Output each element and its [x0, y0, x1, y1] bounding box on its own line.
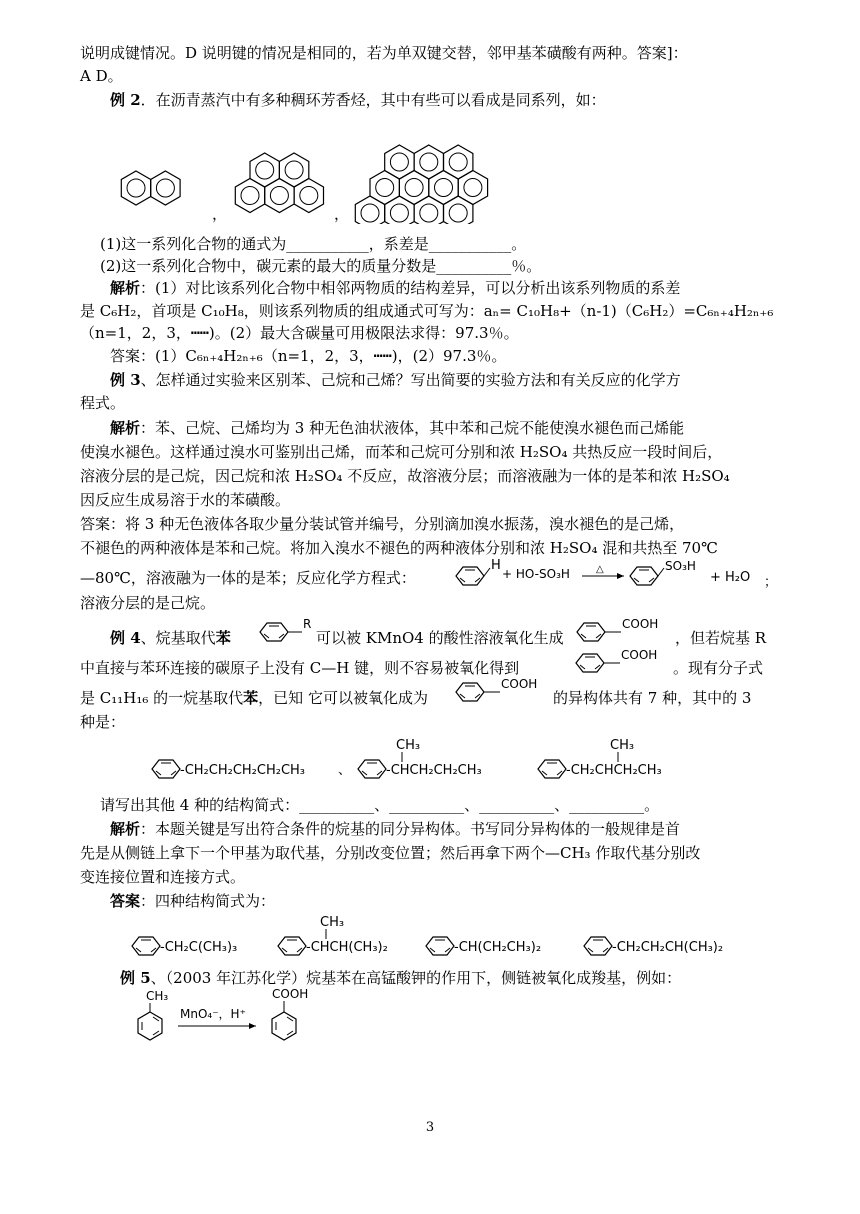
isomer-1: -CH₂CH₂CH₂CH₂CH₃	[180, 763, 306, 778]
text-line: 溶液分层的是己烷，因己烷和浓 H₂SO₄ 不反应，故溶液分层；而溶液融为一体的是苯和浓 H₂SO₄	[80, 467, 730, 485]
text-line: 答案：将 3 种无色液体各取少量分装试管并编号，分别滴加溴水振荡，溴水褪色的是己烯，	[80, 515, 685, 533]
answer-line: 答案：(1）C₆ₙ₊₄H₂ₙ₊₆（n=1，2，3，┅┅)，(2）97.3％。	[110, 347, 507, 365]
toluene-oxidation-reaction	[128, 988, 318, 1054]
sulfonation-equation	[452, 554, 778, 594]
r-group: R	[303, 617, 312, 631]
text-line: 使溴水褪色。这样通过溴水可鉴别出己烯，而苯和己烷可分别和浓 H₂SO₄ 共热反应一段时间后，	[80, 443, 723, 461]
cooh-label: COOH	[272, 988, 309, 1001]
text-line: 中直接与苯环连接的碳原子上没有 C—H 键，则不容易被氧化得到	[80, 659, 520, 677]
text-line: 种是：	[80, 713, 126, 731]
text-line: 程式。	[80, 394, 126, 412]
text-span: ：本题关键是写出符合条件的烷基的同分异构体。书写同分异构体的一般规律是首	[140, 820, 681, 838]
text-span: ，已知 它可以被氧化成为	[258, 689, 428, 707]
answer-structure-1: -CH₂C(CH₃)₃	[160, 940, 238, 955]
text-line: 可以被 KMnO4 的酸性溶液氧化生成	[316, 629, 564, 647]
text-line: 溶液分层的是己烷。	[80, 594, 216, 612]
isomer-2: -CHCH₂CH₂CH₃	[386, 763, 482, 778]
answer-structure-4: -CH₂CH₂CH(CH₃)₂	[612, 940, 724, 955]
so3h-label: SO₃H	[665, 559, 696, 573]
alkylbenzene-structure	[258, 614, 318, 646]
methyl-label: CH₃	[146, 989, 169, 1003]
question-1: (1)这一系列化合物的通式为___________，系差是___________。	[100, 235, 527, 253]
text-line: 先是从侧链上拿下一个甲基为取代基，分别改变位置；然后再拿下两个—CH₃ 作取代基分别改	[80, 844, 701, 862]
benzoic-acid-structure	[575, 614, 675, 646]
analysis-label: 解析	[110, 279, 141, 297]
answer-label: 答案	[110, 892, 141, 910]
cooh-label: COOH	[622, 617, 659, 631]
water-label: + H₂O	[710, 570, 751, 585]
page-number: 3	[425, 1120, 435, 1135]
analysis-line	[110, 819, 680, 839]
text-line: 的异构体共有 7 种，其中的 3	[553, 689, 752, 707]
analysis-label: 解析	[110, 820, 141, 838]
methyl-label: CH₃	[610, 738, 635, 753]
question-2: (2)这一系列化合物中，碳元素的最大的质量分数是__________％。	[100, 257, 542, 275]
text-line	[80, 688, 428, 708]
naphthalene-structure	[118, 168, 198, 212]
text-line: ，但若烷基 R	[675, 629, 767, 647]
benzoic-acid-structure	[454, 674, 554, 706]
text-span: 是 C₁₁H₁₆ 的一烷基取代	[80, 689, 244, 707]
text-line: 说明成键情况。D 说明键的情况是相同的，若为单双键交替，邻甲基苯磺酸有两种。答案]：	[80, 44, 688, 62]
text-line: A D。	[80, 67, 123, 85]
analysis-line	[110, 278, 680, 298]
bold-text: 苯	[243, 689, 259, 707]
example-4-line	[110, 628, 231, 648]
example-label: 例 3	[110, 371, 141, 389]
text-line: 是 C₆H₂，首项是 C₁₀H₈，则该系列物质的组成通式可写为：aₙ= C₁₀H₈+（n-1)（C₆H₂）=C₆ₙ₊₄H₂ₙ₊₆	[80, 302, 774, 320]
methyl-label: CH₃	[396, 738, 421, 753]
text-span: ：(1）对比该系列化合物中相邻两物质的结构差异，可以分析出该系列物质的系差	[140, 279, 681, 297]
example-2-line	[110, 90, 606, 110]
answer-structure-3: -CH(CH₂CH₃)₂	[454, 940, 542, 955]
text-span: 、怎样通过实验来区别苯、己烷和己烯？写出简要的实验方法和有关反应的化学方	[140, 371, 681, 389]
separator: 、	[338, 763, 352, 778]
h-atom: H	[491, 558, 501, 573]
cooh-label: COOH	[501, 677, 538, 691]
isomer-row	[150, 735, 710, 787]
text-span: ：四种结构简式为：	[140, 892, 276, 910]
example-label: 例 5	[120, 969, 151, 987]
comma: ，	[212, 205, 228, 223]
answer-structures-row	[130, 912, 780, 962]
text-line: 不褪色的两种液体是苯和己烷。将加入溴水不褪色的两种液体分别和浓 H₂SO₄ 混和共热至 70℃	[80, 539, 718, 557]
example-5-line	[120, 968, 681, 988]
coronene-like-structure	[352, 140, 492, 224]
bold-text: 苯	[215, 629, 231, 647]
cooh-label: COOH	[621, 648, 658, 662]
benzoic-acid-structure	[574, 645, 674, 677]
text-span: ．在沥青蒸汽中有多种稠环芳香烃，其中有些可以看成是同系列，如：	[140, 91, 606, 109]
text-span: 、烷基取代	[140, 629, 216, 647]
question-line: 请写出其他 4 种的结构简式：__________、__________、__________、__________。	[100, 796, 660, 814]
text-line: —80℃，溶液融为一体的是苯；反应化学方程式：	[80, 569, 416, 587]
analysis-label: 解析	[110, 419, 141, 437]
analysis-line	[110, 418, 684, 438]
oxidant-label: MnO₄⁻，H⁺	[180, 1007, 246, 1021]
comma: ，	[334, 205, 350, 223]
text-line: 。现有分子式	[673, 659, 764, 677]
answer-line	[110, 891, 275, 911]
example-3-line	[110, 370, 681, 390]
text-line: 因反应生成易溶于水的苯磺酸。	[80, 491, 291, 509]
isomer-3: -CH₂CHCH₂CH₃	[566, 763, 662, 778]
example-label: 例 2	[110, 91, 141, 109]
delta-symbol: △	[596, 564, 604, 575]
text-span: 、（2003 年江苏化学）烷基苯在高锰酸钾的作用下，侧链被氧化成羧基，例如：	[150, 969, 682, 987]
text-span: ：苯、己烷、己烯均为 3 种无色油状液体，其中苯和己烷不能使溴水褪色而己烯能	[140, 419, 685, 437]
example-label: 例 4	[110, 629, 141, 647]
reagent-label: + HO-SO₃H	[502, 567, 570, 581]
methyl-label: CH₃	[320, 915, 345, 930]
answer-structure-2: -CHCH(CH₃)₂	[306, 940, 388, 955]
text-line: （n=1，2，3，┅┅)。(2）最大含碳量可用极限法求得：97.3％。	[80, 324, 519, 342]
text-line: 变连接位置和连接方式。	[80, 868, 246, 886]
semicolon: ；	[764, 575, 778, 590]
pyrene-structure	[232, 148, 342, 222]
